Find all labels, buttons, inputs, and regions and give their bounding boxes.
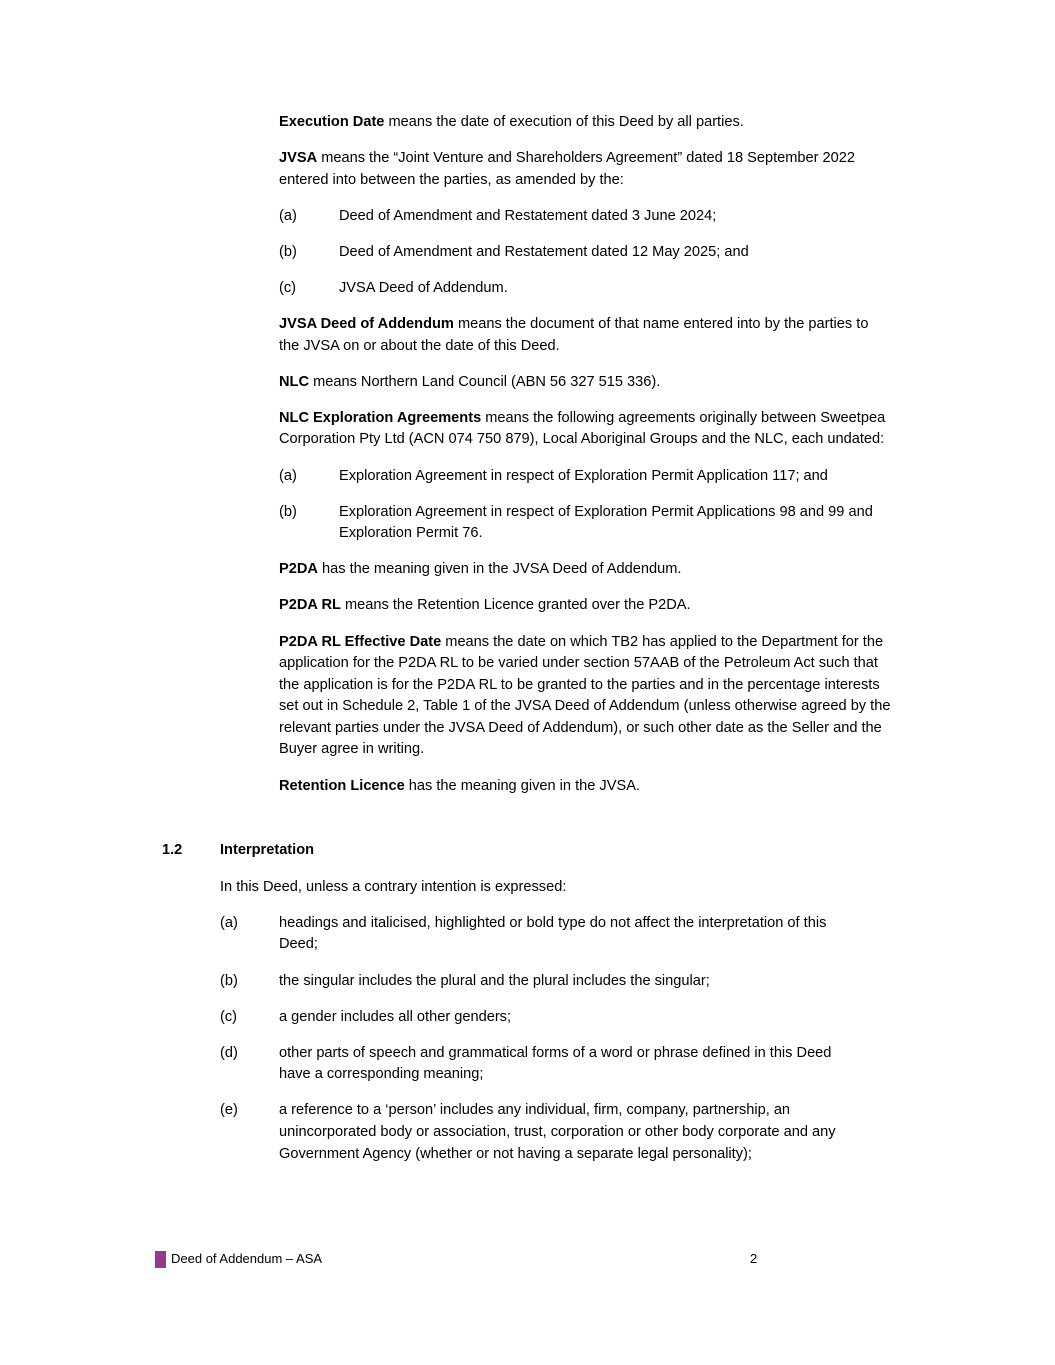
definition-paragraph	[279, 112, 891, 134]
list-item-text: a gender includes all other genders;	[279, 1008, 512, 1025]
section-heading-row	[162, 840, 895, 862]
page-content	[0, 112, 1055, 1180]
definition-term: P2DA RL	[279, 597, 341, 614]
section-number: 1.2	[162, 842, 183, 859]
definition-paragraph	[279, 408, 891, 451]
section-intro: In this Deed, unless a contrary intention is expressed:	[220, 878, 567, 895]
footer-accent-mark	[155, 1251, 166, 1268]
definition-text: has the meaning given in the JVSA Deed of Addendum.	[322, 561, 682, 578]
list-item-marker: (b)	[279, 243, 297, 260]
list-item-marker: (a)	[279, 467, 297, 484]
section-interpretation	[162, 840, 895, 1165]
page-footer	[0, 1249, 1055, 1273]
interpretation-list-item	[220, 1100, 838, 1165]
definition-term: P2DA RL Effective Date	[279, 633, 442, 650]
definition-paragraph	[279, 595, 891, 617]
list-item-marker: (b)	[279, 503, 297, 520]
definition-text: means the Retention Licence granted over the P2DA.	[344, 597, 691, 614]
definition-term: JVSA Deed of Addendum	[279, 316, 454, 333]
definition-term: NLC	[279, 373, 309, 390]
list-item-marker: (d)	[220, 1044, 238, 1061]
definition-paragraph	[279, 372, 891, 394]
interpretation-items	[220, 913, 838, 1165]
section-heading: Interpretation	[220, 842, 315, 859]
list-item-text: other parts of speech and grammatical forms of a word or phrase defined in this Deed have a corresponding meaning;	[279, 1044, 832, 1083]
definition-text: means the document of that name entered into by the parties to the JVSA on or about the date of this Deed.	[279, 316, 869, 354]
list-item-text: Exploration Agreement in respect of Exploration Permit Application 117; and	[339, 467, 828, 484]
list-item-marker: (a)	[220, 914, 238, 931]
interpretation-list-item	[220, 1043, 838, 1086]
definition-term: P2DA	[279, 561, 318, 578]
definition-list-item	[279, 278, 891, 300]
definition-term: NLC Exploration Agreements	[279, 409, 482, 426]
definition-text: means the date of execution of this Deed by all parties.	[388, 114, 744, 130]
footer-page-number: 2	[750, 1251, 758, 1266]
list-item-text: Deed of Amendment and Restatement dated 3 June 2024;	[339, 207, 717, 224]
definition-text: means the following agreements originally between Sweetpea Corporation Pty Ltd (ACN 074 750 879), Local Aboriginal Groups and the NLC, each undated:	[279, 409, 886, 448]
list-item-marker: (c)	[220, 1008, 238, 1025]
definition-text: means the date on which TB2 has applied to the Department for the application for the P2DA RL to be varied under section 57AAB of the Petroleum Act such that the application is for the P2DA RL to be granted to the parties and in the percentage interests set out in Schedule 2, Table 1 of the JVSA Deed of Addendum (unless otherwise agreed by the relevant parties under the JVSA Deed of Addendum), or such other date as the Seller and the Buyer agree in writing.	[279, 633, 891, 758]
definition-paragraph	[279, 776, 891, 798]
list-item-marker: (e)	[220, 1102, 238, 1119]
definition-text: means Northern Land Council (ABN 56 327 515 336).	[313, 373, 661, 390]
list-item-text: JVSA Deed of Addendum.	[339, 279, 508, 296]
list-item-text: the singular includes the plural and the plural includes the singular;	[279, 972, 710, 989]
definition-term: Retention Licence	[279, 777, 405, 794]
definition-list-item	[279, 502, 891, 545]
list-item-marker: (c)	[279, 279, 297, 296]
definition-text: has the meaning given in the JVSA.	[408, 777, 640, 794]
definition-term: Execution Date	[279, 114, 385, 130]
definition-paragraph	[279, 559, 891, 581]
list-item-marker: (a)	[279, 207, 297, 224]
definition-term: JVSA	[279, 150, 318, 167]
definition-list-item	[279, 242, 891, 264]
list-item-text: headings and italicised, highlighted or bold type do not affect the interpretation of this Deed;	[279, 914, 827, 953]
definitions-list	[279, 112, 891, 797]
list-item-marker: (b)	[220, 972, 238, 989]
list-item-text: a reference to a ‘person’ includes any individual, firm, company, partnership, an unincorporated body or association, trust, corporation or other body corporate and any Government Agency (whether or not having a separate legal personality);	[279, 1102, 836, 1162]
list-item-text: Deed of Amendment and Restatement dated 12 May 2025; and	[339, 243, 749, 260]
section-body	[220, 877, 838, 1165]
definition-paragraph	[279, 314, 891, 357]
definition-paragraph	[279, 148, 891, 191]
interpretation-list-item	[220, 913, 838, 956]
interpretation-list-item	[220, 971, 838, 993]
footer-doc-title: Deed of Addendum – ASA	[171, 1251, 323, 1266]
definition-list-item	[279, 466, 891, 488]
definition-list-item	[279, 206, 891, 228]
interpretation-list-item	[220, 1007, 838, 1029]
list-item-text: Exploration Agreement in respect of Exploration Permit Applications 98 and 99 and Exploration Permit 76.	[339, 503, 873, 542]
definition-text: means the “Joint Venture and Shareholders Agreement” dated 18 September 2022 entered into between the parties, as amended by the:	[279, 150, 856, 188]
definition-paragraph	[279, 632, 891, 762]
